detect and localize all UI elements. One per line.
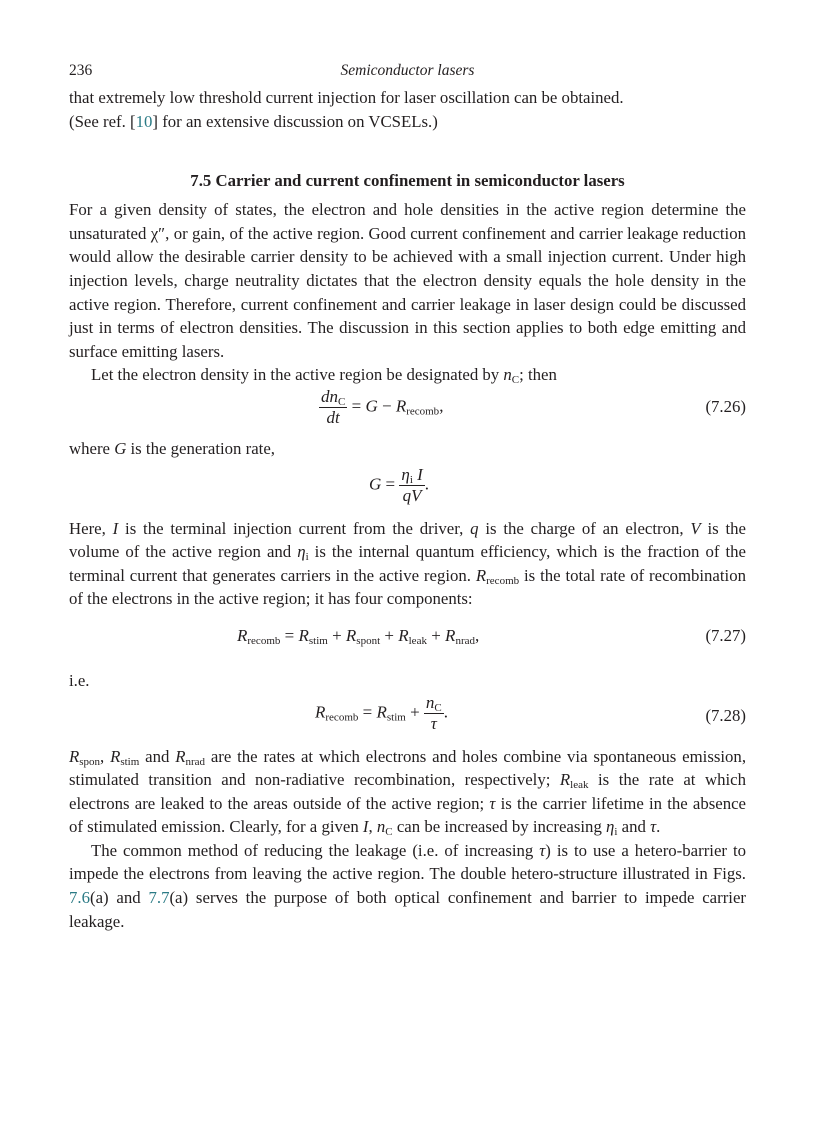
ie-text: i.e. xyxy=(69,670,90,690)
equation-number: (7.28) xyxy=(705,705,746,725)
fraction-eta-i-over-qv: $\frac{\eta_i I}{qV}$ xyxy=(401,464,423,505)
page xyxy=(69,62,746,933)
fraction-nc-over-tau: $\frac{n_C}{\tau}$ xyxy=(425,692,442,733)
equation-generation-rate: G = $\frac{\eta_i I}{qV}$ . xyxy=(369,464,430,505)
equation-7-26: $\frac{dn_C}{dt}$ = $G - R_{recomb}$, (7.26) xyxy=(321,386,746,427)
figure-link-7-7[interactable]: 7.7 xyxy=(148,888,170,908)
figure-link-7-6[interactable]: 7.6 xyxy=(69,888,90,908)
paragraph-3: where G is the generation rate, xyxy=(69,438,275,458)
paragraph-4: Here, I is the terminal injection current from the driver, q is the charge of an electron, V is the volume of the active region and $\eta_i$ is the internal quantum efficiency, which is the fraction of the terminal current that generates carriers in the active region. $R_{recomb}$ is the total rate of recombination of the electrons in the active region; it has four components: xyxy=(69,518,746,609)
fraction-dnc-dt: $\frac{dn_C}{dt}$ xyxy=(321,386,346,427)
paragraph-1: For a given density of states, the electron and hole densities in the active region determine the unsaturated χ″, or gain, of the active region. Good current confinement and carrier leakage reduction would allow the desirable carrier density to be achieved with a small injection current. Under high injection levels, charge neutrality dictates that the electron density equals the hole density in the active region. Therefore, current confinement and carrier leakage in laser design could be discussed just in terms of electron densities. The discussion in this section applies to both edge emitting and surface emitting lasers. xyxy=(69,200,746,361)
intro-paragraph: that extremely low threshold current injection for laser oscillation can be obtained. (See ref. [10] for an extensive discussion on VCSELs.) xyxy=(69,88,624,131)
paragraph-5: $R_{spon}$, $R_{stim}$ and $R_{nrad}$ are the rates at which electrons and holes combine via spontaneous emission, stimulated transition and non-radiative recombination, respectively; $R_{leak}$ is the rate at which electrons are leaked to the areas outside of the active region; τ is the carrier lifetime in the absence of stimulated emission. Clearly, for a given I, $n_C$ can be increased by increasing $\eta_i$ and τ. xyxy=(69,746,747,839)
section-heading: 7.5 Carrier and current confinement in semiconductor lasers xyxy=(190,171,625,191)
page-header xyxy=(69,62,746,86)
running-head: Semiconductor lasers xyxy=(340,62,475,79)
equation-7-28: $R_{recomb} = R_{stim}$ + $\frac{n_C}{\tau}$ . (7.28) xyxy=(315,692,746,733)
equation-number: (7.27) xyxy=(705,625,746,645)
equation-7-27: $R_{recomb} = R_{stim} + R_{spont} + R_{leak} + R_{nrad}$, (7.27) xyxy=(237,625,746,647)
page-number: 236 xyxy=(69,62,93,79)
equation-number: (7.26) xyxy=(705,396,746,416)
paragraph-6: The common method of reducing the leakage (i.e. of increasing τ) is to use a hetero-barrier to impede the electrons from leaving the active region. The double hetero-structure illustrated in Figs. 7.6(a) and 7.7(a) serves the purpose of both optical confinement and barrier to impede carrier leakage. xyxy=(69,840,747,931)
reference-link-10[interactable]: 10 xyxy=(135,111,153,131)
paragraph-2: Let the electron density in the active region be designated by $n_C$; then xyxy=(91,365,557,387)
